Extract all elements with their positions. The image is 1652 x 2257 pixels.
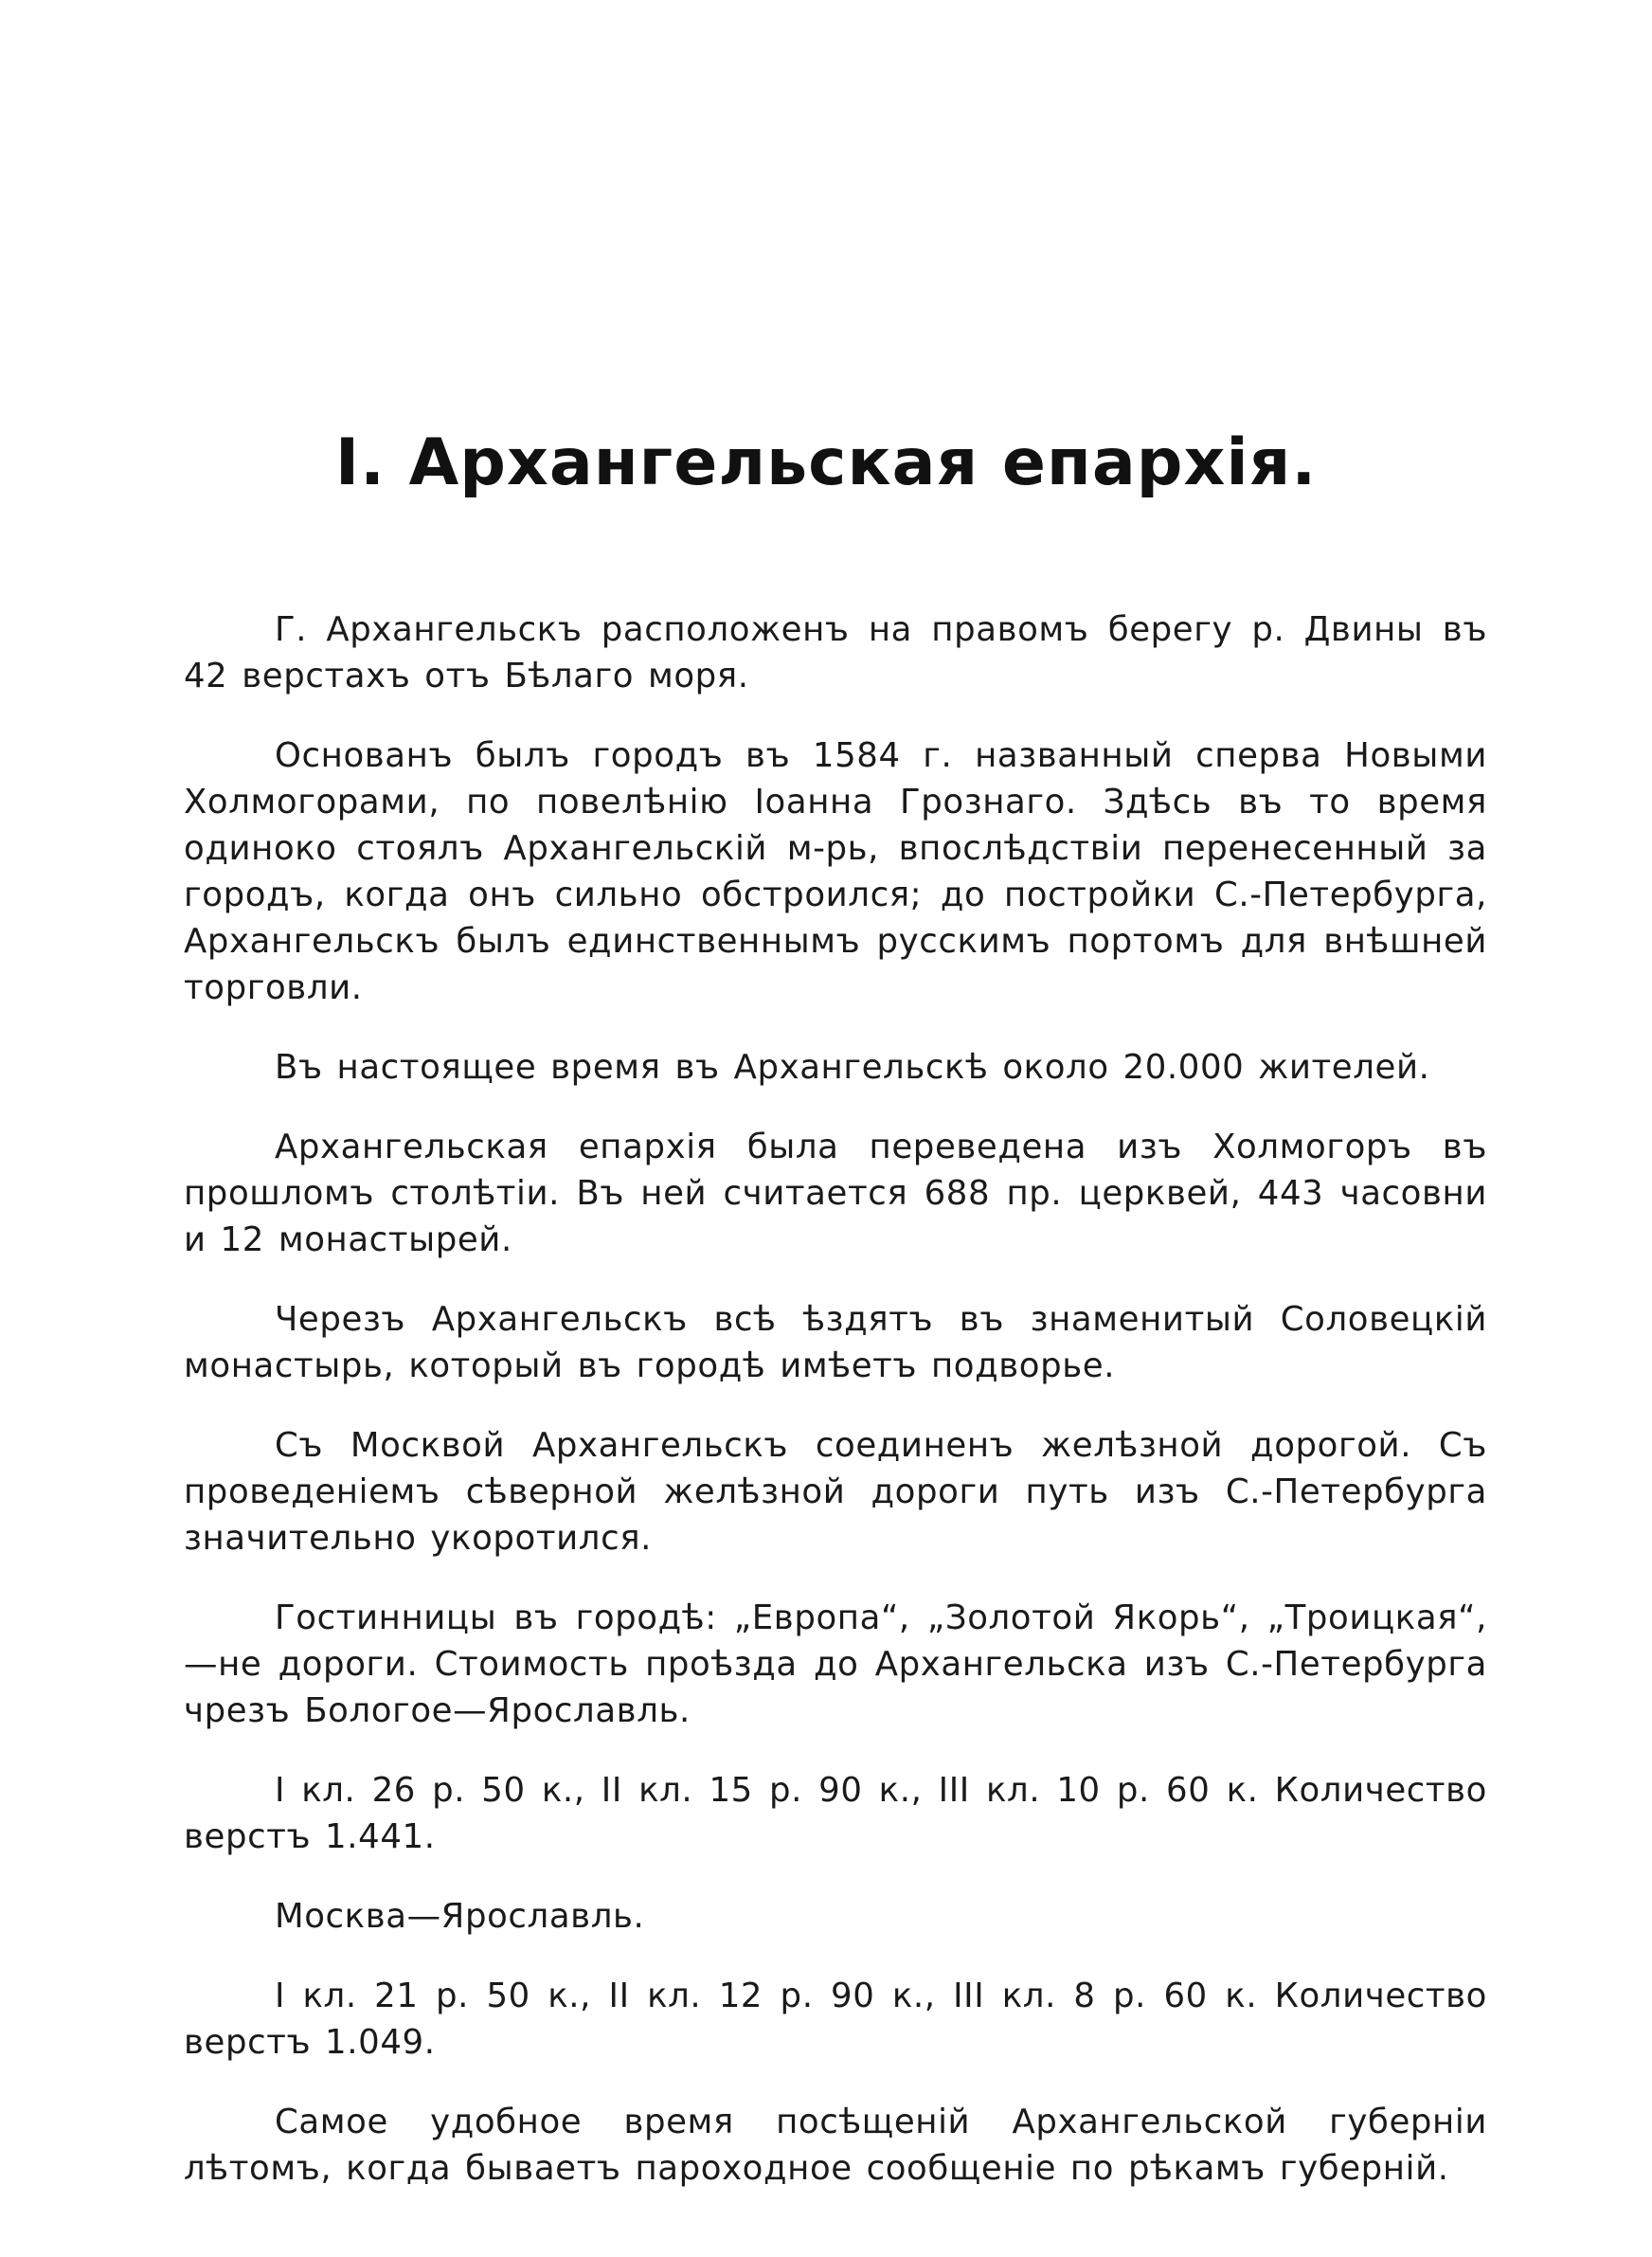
paragraph-history: Основанъ былъ городъ въ 1584 г. названный сперва Новыми Холмогорами, по повелѣнію Іоанна Грознаго. Здѣсь въ то время одиноко стоялъ Архангельскій м-рь, впослѣдствіи перенесенный за городъ, когда онъ сильно обстроился; до постройки С.-Петербурга, Архангельскъ былъ единственнымъ русскимъ портомъ для внѣшней торговли. [184,736,1487,1007]
paragraph-population: Въ настоящее время въ Архангельскѣ около 20.000 жителей. [275,1048,1430,1087]
paragraph-railway: Съ Москвой Архангельскъ соединенъ желѣзной дорогой. Съ проведеніемъ сѣверной желѣзной дороги путь изъ С.-Петербурга значительно укоротился. [184,1426,1487,1558]
paragraph-route-moscow: Москва—Ярославль. [275,1897,645,1936]
body-text [184,606,1487,2225]
paragraph-solovetsky: Черезъ Архангельскъ всѣ ѣздятъ въ знаменитый Соловецкій монастырь, который въ городѣ имѣетъ подворье. [184,1300,1487,1385]
paragraph-fares-spb: I кл. 26 р. 50 к., II кл. 15 р. 90 к., III кл. 10 р. 60 к. Количество верстъ 1.441. [184,1771,1487,1856]
paragraph-location: Г. Архангельскъ расположенъ на правомъ берегу р. Двины въ 42 верстахъ отъ Бѣлаго моря. [184,610,1487,695]
paragraph-eparchy: Архангельская епархія была переведена изъ Холмогоръ въ прошломъ столѣтіи. Въ ней считается 688 пр. церквей, 443 часовни и 12 монастырей. [184,1128,1487,1259]
paragraph-hotels: Гостинницы въ городѣ: „Европа“, „Золотой Якорь“, „Троицкая“,—не дороги. Стоимость проѣзда до Архангельска изъ С.-Петербурга чрезъ Бологое—Ярославль. [184,1598,1487,1730]
paragraph-fares-moscow: I кл. 21 р. 50 к., II кл. 12 р. 90 к., III кл. 8 р. 60 к. Количество верстъ 1.049. [184,1977,1487,2062]
paragraph-best-time: Самое удобное время посѣщеній Архангельской губерніи лѣтомъ, когда бываетъ пароходное сообщеніе по рѣкамъ губерній. [184,2103,1487,2188]
page-title: I. Архангельская епархія. [334,425,1318,500]
